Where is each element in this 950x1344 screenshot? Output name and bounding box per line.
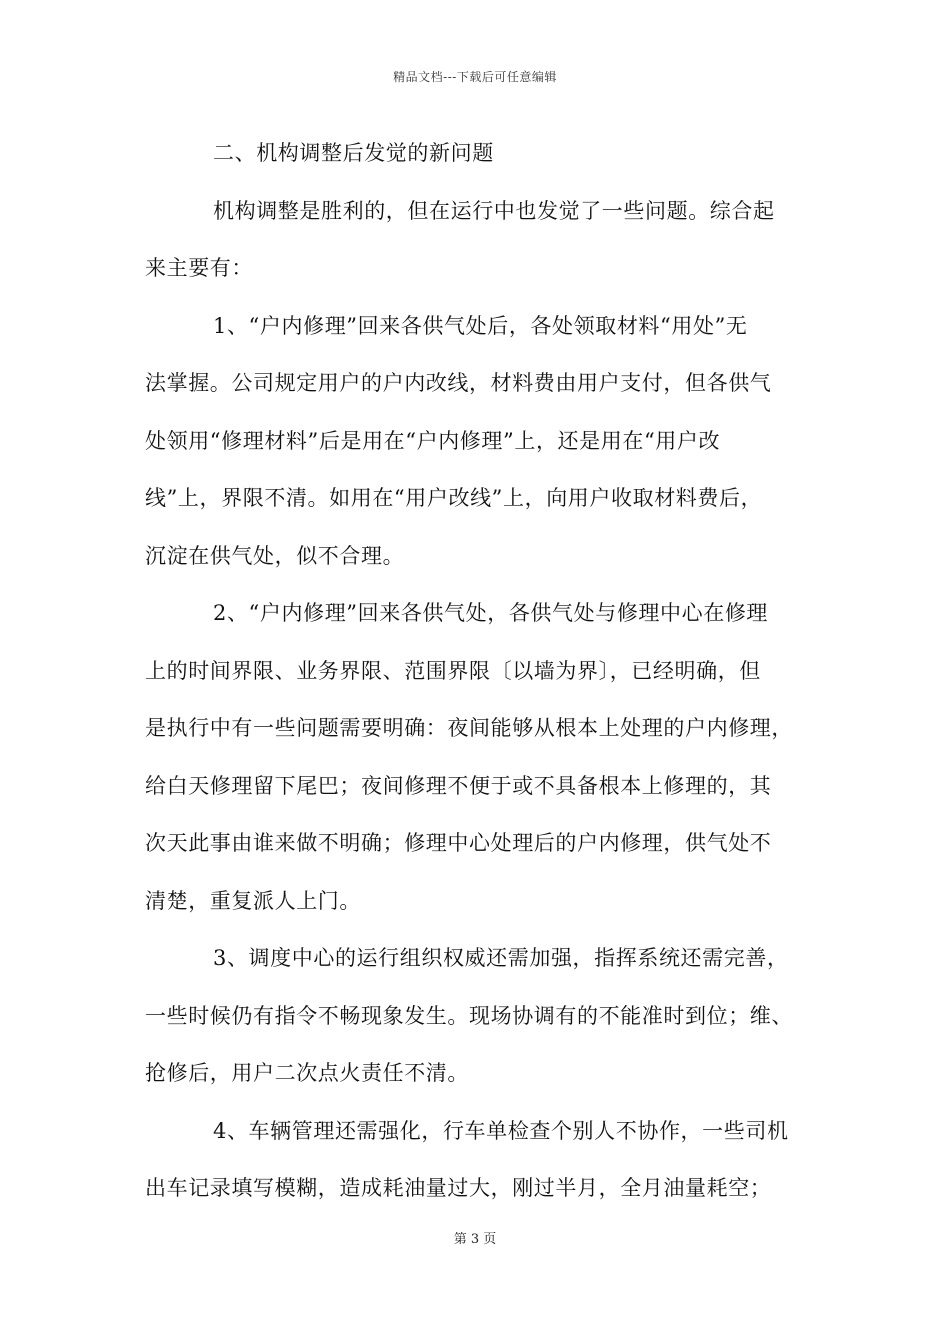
paragraph-line: 法掌握。公司规定用户的户内改线，材料费由用户支付，但各供气 (145, 371, 772, 395)
document-body (145, 134, 825, 1227)
page-number: 第 3 页 (453, 1232, 497, 1247)
paragraph-line: 1、“户内修理”回来各供气处后，各处领取材料“用处”无 (213, 313, 748, 338)
paragraph-line: 处领用“修理材料”后是用在“户内修理”上，还是用在“用户改 (145, 428, 721, 453)
paragraph-line: 清楚，重复派人上门。 (145, 888, 361, 913)
paragraph-line: 2、“户内修理”回来各供气处，各供气处与修理中心在修理 (213, 601, 769, 625)
paragraph-line: 次天此事由谁来做不明确；修理中心处理后的户内修理，供气处不 (145, 831, 772, 855)
paragraph-line: 机构调整是胜利的，但在运行中也发觉了一些问题。综合起 (213, 198, 775, 223)
paragraph-line: 抢修后，用户二次点火责任不清。 (145, 1061, 469, 1085)
section-heading: 二、机构调整后发觉的新问题 (213, 141, 494, 165)
paragraph-line: 4、车辆管理还需强化，行车单检查个别人不协作，一些司机 (213, 1118, 789, 1143)
paragraph-line: 沉淀在供气处，似不合理。 (145, 543, 405, 568)
paragraph-line: 上的时间界限、业务界限、范围界限〔以墙为界〕，已经明确，但 (145, 658, 761, 683)
paragraph-line: 出车记录填写模糊，造成耗油量过大，刚过半月，全月油量耗空； (145, 1176, 772, 1200)
paragraph-line: 是执行中有一些问题需要明确：夜间能够从根本上处理的户内修理， (145, 716, 793, 740)
paragraph-line: 线”上，界限不清。如用在“用户改线”上，向用户收取材料费后， (145, 486, 763, 510)
page-header: 精品文档---下载后可任意编辑 (393, 70, 557, 84)
paragraph-line: 来主要有： (145, 256, 253, 280)
paragraph-line: 3、调度中心的运行组织权威还需加强，指挥系统还需完善， (213, 946, 789, 970)
paragraph-line: 给白天修理留下尾巴；夜间修理不便于或不具备根本上修理的，其 (145, 773, 772, 798)
paragraph-line: 一些时候仍有指令不畅现象发生。现场协调有的不能准时到位；维、 (145, 1003, 793, 1028)
